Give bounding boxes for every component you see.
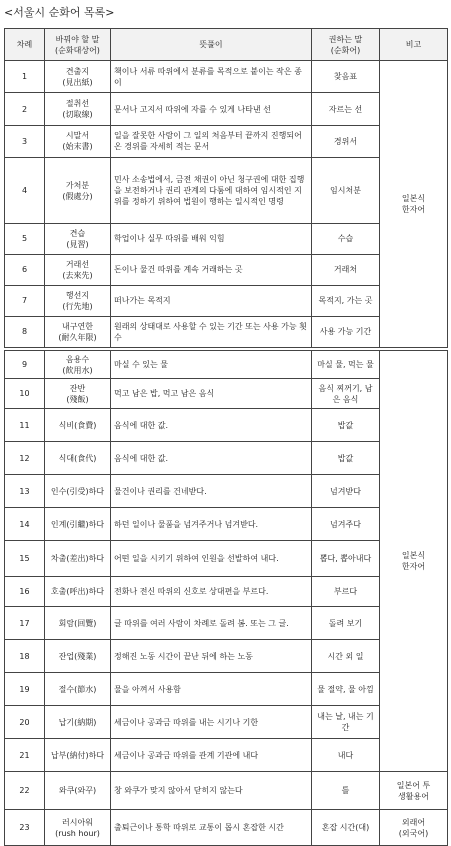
header-row	[5, 29, 448, 61]
row-meaning: 음식에 대한 값.	[111, 409, 312, 442]
row-meaning: 정해진 노동 시간이 끝난 뒤에 하는 노동	[111, 640, 312, 673]
row-recommended: 마실 물, 먹는 물	[312, 351, 380, 379]
row-word: 인계(引繼)하다	[45, 508, 111, 541]
row-word: 절취선 (切取線)	[45, 93, 111, 125]
row-meaning: 세금이나 공과금 따위를 관계 기관에 내다	[111, 739, 312, 772]
row-meaning: 마실 수 있는 물	[111, 351, 312, 379]
word-table-part-1	[4, 28, 448, 348]
row-recommended: 밥값	[312, 409, 380, 442]
row-recommended: 물 절약, 물 아낌	[312, 673, 380, 706]
row-recommended: 찾음표	[312, 61, 380, 93]
row-recommended: 음식 찌꺼기, 남은 음식	[312, 379, 380, 409]
row-word: 잔업(殘業)	[45, 640, 111, 673]
row-meaning: 음식에 대한 값.	[111, 442, 312, 475]
header-no: 차례	[5, 29, 45, 61]
header-word: 바꿔야 할 말 (순화대상어)	[45, 29, 111, 61]
row-no: 23	[5, 810, 45, 846]
row-recommended: 경위서	[312, 125, 380, 157]
row-recommended: 혼잡 시간(대)	[312, 810, 380, 846]
row-word: 러시아워 (rush hour)	[45, 810, 111, 846]
table-row	[5, 351, 448, 379]
table-row	[5, 810, 448, 846]
row-no: 15	[5, 541, 45, 577]
row-meaning: 원래의 상태대로 사용할 수 있는 기간 또는 사용 가능 횟수	[111, 316, 312, 347]
row-word: 납부(納付)하다	[45, 739, 111, 772]
row-no: 5	[5, 224, 45, 254]
header-recommended: 권하는 말 (순화어)	[312, 29, 380, 61]
row-word: 시말서 (始末書)	[45, 125, 111, 157]
row-recommended: 돌려 보기	[312, 607, 380, 640]
row-meaning: 전화나 전신 따위의 신호로 상대편을 부르다.	[111, 577, 312, 607]
header-meaning: 뜻풀이	[111, 29, 312, 61]
row-meaning: 물건이나 권리를 건네받다.	[111, 475, 312, 508]
note-cell: 일본어 투 생활용어	[380, 772, 448, 810]
row-no: 13	[5, 475, 45, 508]
row-no: 11	[5, 409, 45, 442]
row-word: 절수(節水)	[45, 673, 111, 706]
row-word: 차출(差出)하다	[45, 541, 111, 577]
row-no: 18	[5, 640, 45, 673]
row-word: 회람(回覽)	[45, 607, 111, 640]
table-row	[5, 61, 448, 93]
row-no: 12	[5, 442, 45, 475]
row-recommended: 내다	[312, 739, 380, 772]
page-title: <서울시 순화어 목록>	[4, 6, 115, 19]
row-meaning: 먹고 남은 밥, 먹고 남은 음식	[111, 379, 312, 409]
row-recommended: 틀	[312, 772, 380, 810]
row-no: 20	[5, 706, 45, 739]
row-meaning: 글 따위를 여러 사람이 차례로 돌려 봄. 또는 그 글.	[111, 607, 312, 640]
row-recommended: 사용 가능 기간	[312, 316, 380, 347]
row-word: 호출(呼出)하다	[45, 577, 111, 607]
row-no: 10	[5, 379, 45, 409]
row-meaning: 하던 일이나 물품을 넘겨주거나 넘겨받다.	[111, 508, 312, 541]
row-word: 가처분 (假處分)	[45, 157, 111, 224]
row-meaning: 문서나 고지서 따위에 자를 수 있게 나타낸 선	[111, 93, 312, 125]
row-recommended: 넘겨받다	[312, 475, 380, 508]
row-no: 21	[5, 739, 45, 772]
row-no: 3	[5, 125, 45, 157]
row-word: 인수(引受)하다	[45, 475, 111, 508]
row-recommended: 넘겨주다	[312, 508, 380, 541]
row-recommended: 수습	[312, 224, 380, 254]
row-recommended: 뽑다, 뽑아내다	[312, 541, 380, 577]
row-meaning: 출퇴근이나 통학 따위로 교통이 몹시 혼잡한 시간	[111, 810, 312, 846]
row-word: 식비(食費)	[45, 409, 111, 442]
row-meaning: 학업이나 실무 따위를 배워 익힘	[111, 224, 312, 254]
row-no: 2	[5, 93, 45, 125]
row-recommended: 거래처	[312, 254, 380, 285]
table-row	[5, 772, 448, 810]
row-recommended: 자르는 선	[312, 93, 380, 125]
note-cell: 일본식 한자어	[380, 351, 448, 772]
header-note: 비고	[380, 29, 448, 61]
row-meaning: 돈이나 물건 따위를 계속 거래하는 곳	[111, 254, 312, 285]
row-word: 잔반 (殘飯)	[45, 379, 111, 409]
row-no: 1	[5, 61, 45, 93]
row-meaning: 민사 소송법에서, 금전 채권이 아닌 청구권에 대한 집행을 보전하거나 권리 관계의 다툼에 대하여 임시적인 지위를 정하기 위하여 법원이 행하는 일시적인 명령	[111, 157, 312, 224]
row-word: 거래선 (去來先)	[45, 254, 111, 285]
note-cell: 일본식 한자어	[380, 61, 448, 348]
row-no: 14	[5, 508, 45, 541]
row-meaning: 물을 아껴서 사용함	[111, 673, 312, 706]
row-no: 17	[5, 607, 45, 640]
row-word: 음용수 (飮用水)	[45, 351, 111, 379]
row-meaning: 떠나가는 목적지	[111, 285, 312, 316]
row-no: 8	[5, 316, 45, 347]
row-no: 16	[5, 577, 45, 607]
row-word: 견출지 (見出紙)	[45, 61, 111, 93]
word-table-part-2	[4, 350, 448, 846]
row-no: 22	[5, 772, 45, 810]
row-recommended: 부르다	[312, 577, 380, 607]
row-meaning: 어떤 일을 시키기 위하여 인원을 선발하여 내다.	[111, 541, 312, 577]
row-no: 19	[5, 673, 45, 706]
row-meaning: 책이나 서류 따위에서 분류를 목적으로 붙이는 작은 종이	[111, 61, 312, 93]
row-no: 4	[5, 157, 45, 224]
row-word: 와쿠(와꾸)	[45, 772, 111, 810]
row-recommended: 목적지, 가는 곳	[312, 285, 380, 316]
row-no: 7	[5, 285, 45, 316]
row-recommended: 내는 날, 내는 기간	[312, 706, 380, 739]
row-meaning: 세금이나 공과금 따위를 내는 시기나 기한	[111, 706, 312, 739]
row-recommended: 밥값	[312, 442, 380, 475]
row-recommended: 임시처분	[312, 157, 380, 224]
row-word: 식대(食代)	[45, 442, 111, 475]
row-word: 견습 (見習)	[45, 224, 111, 254]
row-word: 내구연한 (耐久年限)	[45, 316, 111, 347]
row-word: 납기(納期)	[45, 706, 111, 739]
row-no: 6	[5, 254, 45, 285]
row-word: 행선지 (行先地)	[45, 285, 111, 316]
row-recommended: 시간 외 일	[312, 640, 380, 673]
row-meaning: 창 와쿠가 맞지 않아서 닫히지 않는다	[111, 772, 312, 810]
row-meaning: 일을 잘못한 사람이 그 일의 처음부터 끝까지 진행되어 온 경위를 자세히 적는 문서	[111, 125, 312, 157]
row-no: 9	[5, 351, 45, 379]
note-cell: 외래어 (외국어)	[380, 810, 448, 846]
